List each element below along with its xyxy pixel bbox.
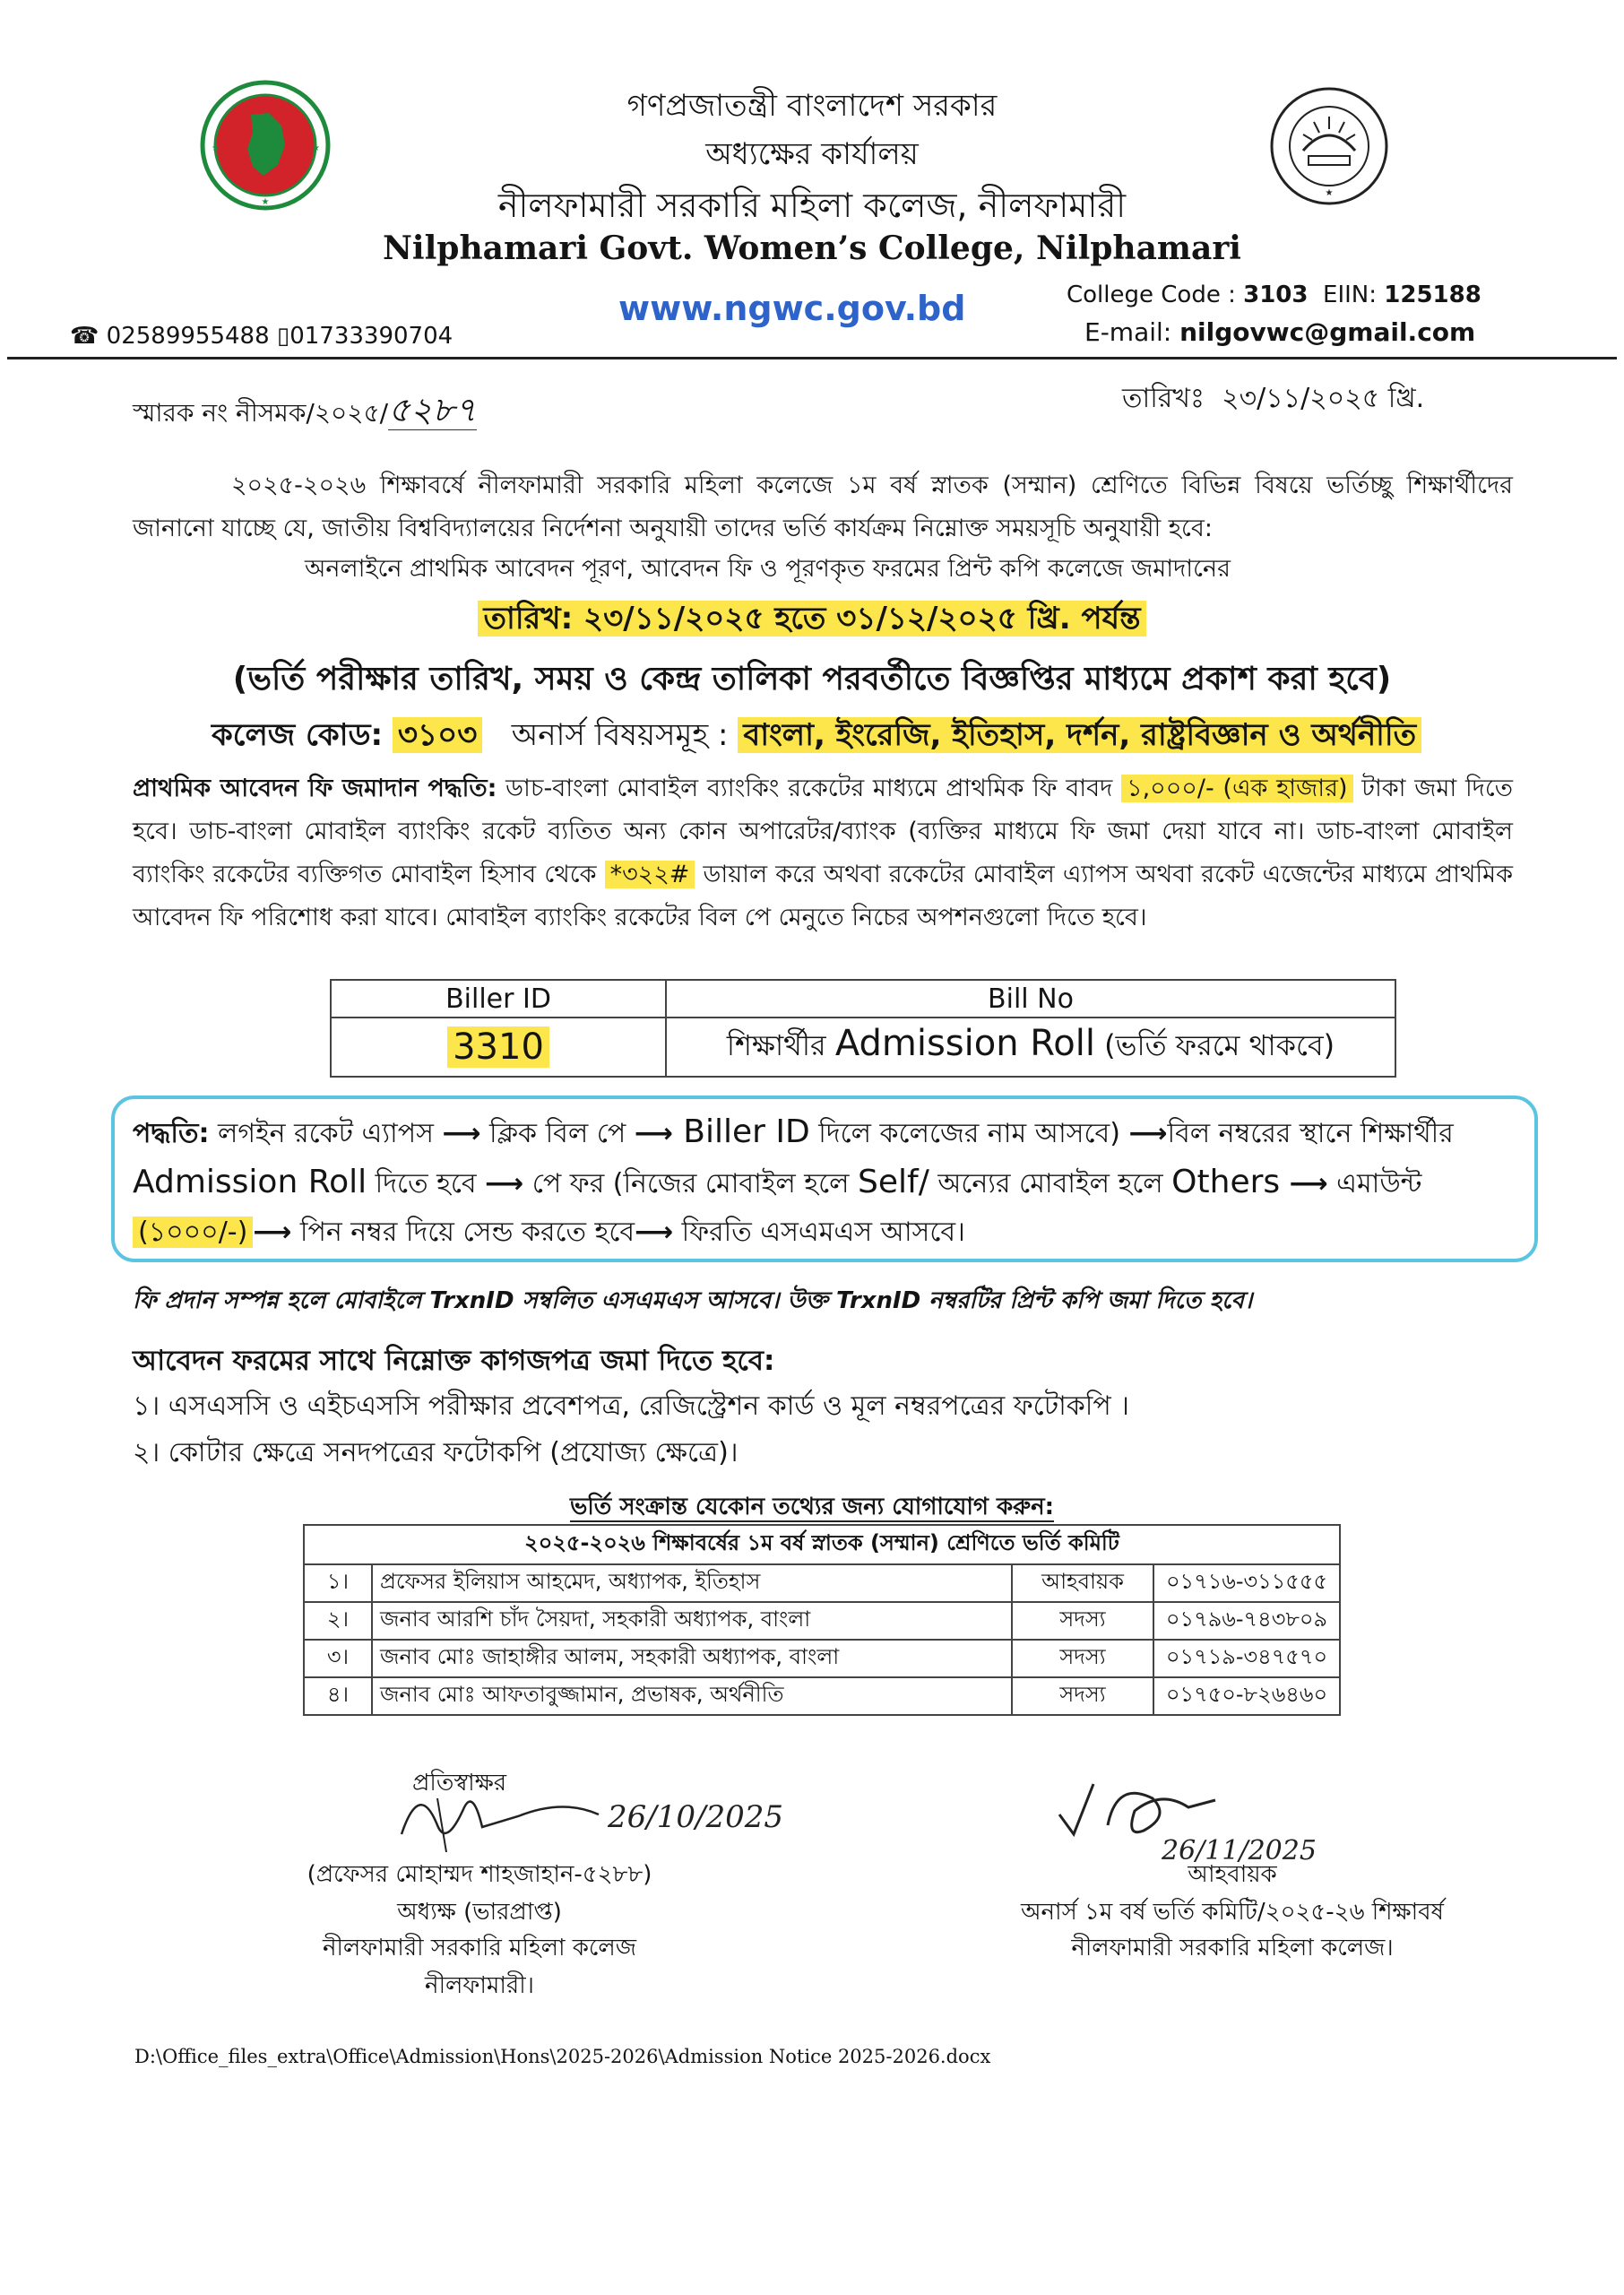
committee-member-name: জনাব আরশি চাঁদ সৈয়দা, সহকারী অধ্যাপক, বাংলা [372, 1602, 1012, 1640]
committee-member-name: প্রফেসর ইলিয়াস আহমেদ, অধ্যাপক, ইতিহাস [372, 1564, 1012, 1602]
college-code-bn-value: ৩১০৩ [393, 717, 482, 753]
college-code-value: 3103 [1243, 281, 1309, 308]
principal-place: নীলফামারী। [425, 1972, 534, 1999]
convener-org: নীলফামারী সরকারি মহিলা কলেজ। [1071, 1935, 1394, 1962]
eiin-value: 125188 [1384, 281, 1481, 308]
trxn-note: ফি প্রদান সম্পন্ন হলে মোবাইলে TrxnID সম্বলিত এসএমএস আসবে। উক্ত TrxnID নম্বরটির প্রিন্ট কপি জমা দিতে হবে। [133, 1287, 1253, 1314]
fee-text-2: টাকা জমা দিতে হবে। ডাচ-বাংলা মোবাইল ব্যাংকিং রকেট ব্যতিত অন্য কোন অপারেটর/ব্যাংক (ব্যক্তির মাধ্যমে ফি জমা দেয়া যাবে না। ডাচ-বাংলা মোবাইল ব্যাংকিং রকেটের ব্যক্তিগত মোবাইল হিসাব থেকে [133, 775, 1513, 888]
college-name-bn: নীলফামারী সরকারি মহিলা কলেজ, নীলফামারী [497, 186, 1127, 225]
application-date-range [0, 595, 1624, 646]
committee-member-role: সদস্য [1012, 1640, 1153, 1677]
arrow-right-icon: ⟶ [1280, 1168, 1328, 1199]
college-name-en: Nilphamari Govt. Women’s College, Nilphamari [383, 230, 1241, 267]
arrow-right-icon: ⟶ [634, 1118, 673, 1149]
procedure-step-5d: Others [1171, 1164, 1281, 1200]
ussd-code: *৩২২# [605, 861, 695, 888]
eiin-label: EIIN: [1323, 281, 1385, 308]
contact-heading [0, 1488, 1624, 1528]
arrow-right-icon: ⟶ [1128, 1118, 1168, 1149]
intro-paragraph: ২০২৫-২০২৬ শিক্ষাবর্ষে নীলফামারী সরকারি মহিলা কলেজে ১ম বর্ষ স্নাতক (সম্মান) শ্রেণিতে বিভিন্ন বিষয়ে ভর্তিচ্ছু শিক্ষার্থীদের জানানো যাচ্ছে যে, জাতীয় বিশ্ববিদ্যালয়ের নির্দেশনা অনুযায়ী তাদের ভর্তি কার্যক্রম নিম্নোক্ত সময়সূচি অনুযায়ী হবে: [133, 472, 1513, 542]
procedure-step-6: এমাউন্ট [1327, 1168, 1422, 1199]
procedure-step-3b: দিলে কলেজের নাম আসবে) [809, 1118, 1129, 1149]
contact-heading-text: ভর্তি সংক্রান্ত যেকোন তথ্যের জন্য যোগাযোগ করুন: [569, 1494, 1055, 1520]
procedure-step-4: বিল নম্বরের স্থানে শিক্ষার্থীর [1167, 1118, 1454, 1149]
procedure-amount: (১০০০/-) [133, 1217, 253, 1248]
phone-mobile: 01733390704 [289, 323, 454, 350]
college-code-bn-label: কলেজ কোড: [212, 717, 384, 753]
documents-heading: আবেদন ফরমের সাথে নিম্নোক্ত কাগজপত্র জমা দিতে হবে: [133, 1345, 775, 1377]
committee-member-phone: ০১৭১৬-৩১১৫৫৫ [1153, 1564, 1340, 1602]
fee-text-3: ডায়াল করে অথবা রকেটের মোবাইল এ্যাপস অথবা রকেট এজেন্টের মাধ্যমে প্রাথমিক আবেদন ফি পরিশোধ করা যাবে। মোবাইল ব্যাংকিং রকেটের বিল পে মেনুতে নিচের অপশনগুলো দিতে হবে। [133, 861, 1513, 931]
procedure-step-5: পে ফর (নিজের মোবাইল হলে [523, 1168, 859, 1199]
committee-member-role: সদস্য [1012, 1677, 1153, 1715]
committee-serial: ১। [304, 1564, 372, 1602]
email-value[interactable]: nilgovwc@gmail.com [1179, 317, 1476, 347]
footer-file-path: D:\Office_files_extra\Office\Admission\Hons\2025-2026\Admission Notice 2025-2026.docx [134, 2046, 991, 2067]
committee-table [303, 1524, 1341, 1716]
svg-text:★: ★ [1325, 188, 1334, 198]
principal-title: অধ্যক্ষ (ভারপ্রাপ্ত) [397, 1899, 562, 1926]
bill-no-main: Admission Roll [834, 1023, 1095, 1064]
committee-member-name: জনাব মোঃ আফতাবুজ্জামান, প্রভাষক, অর্থনীতি [372, 1677, 1012, 1715]
committee-row [304, 1602, 1340, 1640]
arrow-right-icon: ⟶ [442, 1118, 481, 1149]
biller-table-header-row [331, 980, 1395, 1018]
procedure-step-2: ক্লিক বিল পে [480, 1118, 635, 1149]
convener-committee: অনার্স ১ম বর্ষ ভর্তি কমিটি/২০২৫-২৬ শিক্ষাবর্ষ [1021, 1899, 1444, 1926]
fee-payment-paragraph [133, 767, 1513, 940]
principal-org: নীলফামারী সরকারি মহিলা কলেজ [322, 1935, 637, 1962]
biller-table-row [331, 1018, 1395, 1077]
procedure-step-4b: Admission Roll [133, 1164, 367, 1200]
telephone-icon: ☎ [70, 323, 99, 350]
bill-no-header: Bill No [666, 980, 1395, 1018]
phone-landline: 02589955488 [106, 323, 270, 350]
subjects-label: অনার্স বিষয়সমূহ : [511, 717, 729, 753]
memo-date [1122, 377, 1424, 422]
govt-name-bn: গণপ্রজাতন্ত্রী বাংলাদেশ সরকার [626, 88, 998, 124]
mobile-phone-icon: ▯ [276, 323, 290, 350]
committee-row [304, 1640, 1340, 1677]
committee-serial: ৩। [304, 1640, 372, 1677]
procedure-step-7: পিন নম্বর দিয়ে সেন্ড করতে হবে [291, 1217, 635, 1248]
procedure-step-5c: অন্যের মোবাইল হলে [929, 1168, 1172, 1199]
fee-amount: ১,০০০/- (এক হাজার) [1121, 775, 1352, 802]
fee-text-1: ডাচ-বাংলা মোবাইল ব্যাংকিং রকেটের মাধ্যমে প্রাথমিক ফি বাবদ [497, 775, 1122, 802]
bill-no-cell [666, 1018, 1395, 1077]
procedure-step-5b: Self/ [858, 1164, 929, 1200]
committee-member-role: সদস্য [1012, 1602, 1153, 1640]
committee-serial: ২। [304, 1602, 372, 1640]
subjects-list: বাংলা, ইংরেজি, ইতিহাস, দর্শন, রাষ্ট্রবিজ্ঞান ও অর্থনীতি [738, 717, 1421, 753]
committee-title-row [304, 1525, 1340, 1564]
biller-table [330, 979, 1396, 1078]
arrow-right-icon: ⟶ [635, 1217, 674, 1248]
documents-item-2: ২। কোটার ক্ষেত্রে সনদপত্রের ফটোকপি (প্রযোজ্য ক্ষেত্রে)। [133, 1437, 739, 1468]
committee-row [304, 1677, 1340, 1715]
arrow-right-icon: ⟶ [253, 1217, 292, 1248]
exam-schedule-note: (ভর্তি পরীক্ষার তারিখ, সময় ও কেন্দ্র তালিকা পরবর্তীতে বিজ্ঞপ্তির মাধ্যমে প্রকাশ করা হবে) [232, 661, 1392, 697]
committee-rows [304, 1564, 1340, 1715]
committee-member-phone: ০১৭১৯-৩৪৭৫৭০ [1153, 1640, 1340, 1677]
procedure-step-8: ফিরতি এসএমএস আসবে। [673, 1217, 965, 1248]
arrow-right-icon: ⟶ [485, 1168, 524, 1199]
bill-no-prefix: শিক্ষার্থীর [726, 1028, 835, 1062]
svg-text:★: ★ [212, 143, 220, 153]
principal-name: (প্রফেসর মোহাম্মদ শাহজাহান-৫২৮৮) [307, 1861, 652, 1888]
college-code-label: College Code : [1067, 281, 1244, 308]
header-divider [7, 357, 1617, 359]
procedure-step-1: লগইন রকেট এ্যাপস [209, 1118, 443, 1149]
email-label: E-mail: [1084, 317, 1180, 347]
committee-title: ২০২৫-২০২৬ শিক্ষাবর্ষের ১ম বর্ষ স্নাতক (সম্মান) শ্রেণিতে ভর্তি কমিটি [304, 1525, 1340, 1564]
biller-id-header: Biller ID [331, 980, 666, 1018]
office-name-bn: অধ্যক্ষের কার্যালয় [705, 136, 919, 172]
svg-text:26/10/2025: 26/10/2025 [608, 1799, 783, 1835]
committee-serial: ৪। [304, 1677, 372, 1715]
svg-text:26/11/2025: 26/11/2025 [1162, 1835, 1317, 1866]
memo-number-text: স্মারক নং নীসমক/২০২৫/ [133, 398, 389, 428]
biller-id-value: 3310 [447, 1026, 549, 1068]
college-code-subjects [212, 712, 1421, 763]
documents-item-1: ১। এসএসসি ও এইচএসসি পরীক্ষার প্রবেশপত্র, রেজিস্ট্রেশন কার্ড ও মূল নম্বরপত্রের ফটোকপি । [133, 1390, 1129, 1422]
bill-no-suffix: (ভর্তি ফরমে থাকবে) [1094, 1028, 1335, 1062]
procedure-label: পদ্ধতি: [133, 1118, 210, 1149]
procedure-step-4c: দিতে হবে [367, 1168, 486, 1199]
college-code-eiin [1067, 281, 1481, 308]
committee-member-name: জনাব মোঃ জাহাঙ্গীর আলম, সহকারী অধ্যাপক, বাংলা [372, 1640, 1012, 1677]
procedure-step-3a: Biller ID [672, 1113, 810, 1150]
fee-method-label: প্রাথমিক আবেদন ফি জমাদান পদ্ধতি: [133, 775, 497, 802]
procedure-steps [133, 1108, 1518, 1257]
memo-date-label: তারিখঃ [1122, 383, 1205, 414]
phone-line [70, 323, 453, 350]
committee-member-phone: ০১৭৯৬-৭৪৩৮০৯ [1153, 1602, 1340, 1640]
online-application-line: অনলাইনে প্রাথমিক আবেদন পূরণ, আবেদন ফি ও পূরণকৃত ফরমের প্রিন্ট কপি কলেজে জমাদানের [305, 555, 1231, 583]
memo-date-value: ২৩/১১/২০২৫ খ্রি. [1222, 383, 1425, 414]
svg-text:★: ★ [312, 143, 320, 153]
committee-member-role: আহবায়ক [1012, 1564, 1153, 1602]
memo-number [133, 384, 477, 441]
committee-row [304, 1564, 1340, 1602]
convener-title: আহবায়ক [1188, 1861, 1277, 1888]
date-range-highlight: তারিখ: ২৩/১১/২০২৫ হতে ৩১/১২/২০২৫ খ্রি. পর্যন্ত [478, 601, 1145, 637]
countersign-label: প্রতিস্বাক্ষর [412, 1770, 507, 1797]
email-line [1084, 317, 1475, 347]
website-link[interactable]: www.ngwc.gov.bd [618, 289, 966, 328]
committee-member-phone: ০১৭৫০-৮২৬৪৬০ [1153, 1677, 1340, 1715]
svg-text:★: ★ [261, 197, 270, 207]
biller-id-cell [331, 1018, 666, 1077]
memo-handwritten-number: ৫২৮৭ [388, 390, 477, 429]
